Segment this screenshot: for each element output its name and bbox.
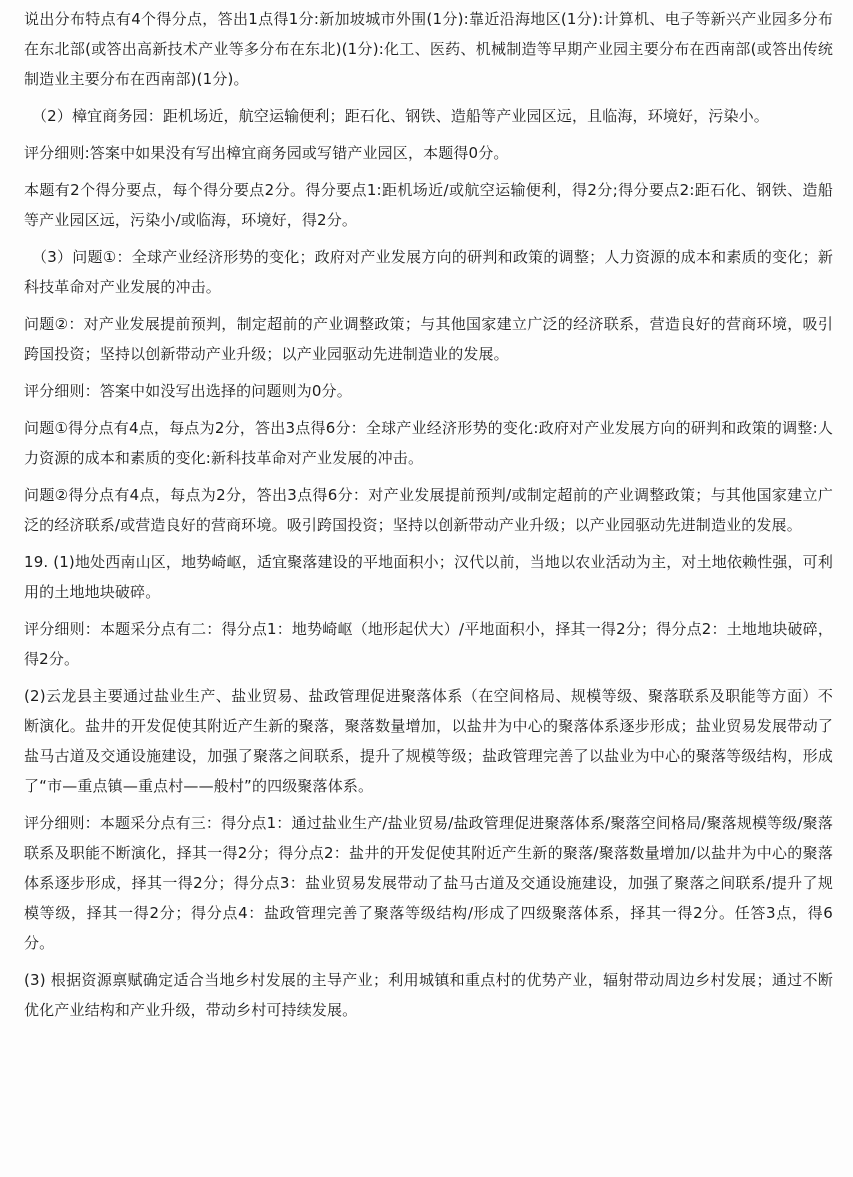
paragraph-scoring-rule-choice: 评分细则：答案中如没写出选择的问题则为0分。 <box>24 382 352 400</box>
paragraph-scoring-rule-changi: 评分细则:答案中如果没有写出樟宜商务园或写错产业园区，本题得0分。 <box>24 144 509 162</box>
paragraph-question-2: 问题②：对产业发展提前预判，制定超前的产业调整政策；与其他国家建立广泛的经济联系，营造良好的营商环境，吸引跨国投资；坚持以创新带动产业升级；以产业园驱动先进制造业的发展。 <box>24 315 833 363</box>
paragraph-distribution-points: 说出分布特点有4个得分点，答出1点得1分:新加坡城市外围(1分):靠近沿海地区(1分):计算机、电子等新兴产业园多分布在东北部(或答出高新技术产业等多分布在东北)(1分):化工、医药、机械制造等早期产业园主要分布在西南部(或答出传统制造业主要分布在西南部)(1分)。 <box>24 10 833 88</box>
paragraph-scoring-points-changi: 本题有2个得分要点，每个得分要点2分。得分要点1:距机场近/或航空运输便利，得2分;得分要点2:距石化、钢铁、造船等产业园区远，污染小/或临海，环境好，得2分。 <box>24 181 833 229</box>
paragraph-changi-business-park: （2）樟宜商务园：距机场近，航空运输便利；距石化、钢铁、造船等产业园区远，且临海，环境好，污染小。 <box>32 107 769 125</box>
paragraph-scoring-question-1: 问题①得分点有4点，每点为2分，答出3点得6分：全球产业经济形势的变化:政府对产业发展方向的研判和政策的调整:人力资源的成本和素质的变化:新科技革命对产业发展的冲击。 <box>24 419 833 467</box>
paragraph-q19-scoring-part1: 评分细则：本题采分点有二：得分点1：地势崎岖（地形起伏大）/平地面积小，择其一得2分；得分点2：土地地块破碎，得2分。 <box>24 620 833 668</box>
paragraph-scoring-question-2: 问题②得分点有4点，每点为2分，答出3点得6分：对产业发展提前预判/或制定超前的产业调整政策；与其他国家建立广泛的经济联系/或营造良好的营商环境。吸引跨国投资；坚持以创新带动产业升级；以产业园驱动先进制造业的发展。 <box>24 486 833 534</box>
paragraph-q19-part2: (2)云龙县主要通过盐业生产、盐业贸易、盐政管理促进聚落体系（在空间格局、规模等级、聚落联系及职能等方面）不断演化。盐井的开发促使其附近产生新的聚落，聚落数量增加，以盐井为中心的聚落体系逐步形成；盐业贸易发展带动了盐马古道及交通设施建设，加强了聚落之间联系，提升了规模等级；盐政管理完善了以盐业为中心的聚落等级结构，形成了“市—重点镇—重点村——般村”的四级聚落体系。 <box>24 687 833 795</box>
paragraph-q19-part1: 19. (1)地处西南山区，地势崎岖，适宜聚落建设的平地面积小；汉代以前，当地以农业活动为主，对土地依赖性强，可利用的土地地块破碎。 <box>24 553 833 601</box>
paragraph-q19-scoring-part2: 评分细则：本题采分点有三：得分点1：通过盐业生产/盐业贸易/盐政管理促进聚落体系/聚落空间格局/聚落规模等级/聚落联系及职能不断演化，择其一得2分；得分点2：盐井的开发促使其附近产生新的聚落/聚落数量增加/以盐井为中心的聚落体系逐步形成，择其一得2分；得分点3：盐业贸易发展带动了盐马古道及交通设施建设，加强了聚落之间联系/提升了规模等级，择其一得2分；得分点4：盐政管理完善了聚落等级结构/形成了四级聚落体系，择其一得2分。任答3点，得6分。 <box>24 814 833 952</box>
paragraph-q19-part3: (3) 根据资源禀赋确定适合当地乡村发展的主导产业；利用城镇和重点村的优势产业，辐射带动周边乡村发展；通过不断优化产业结构和产业升级，带动乡村可持续发展。 <box>24 971 833 1019</box>
paragraph-question-1: （3）问题①：全球产业经济形势的变化；政府对产业发展方向的研判和政策的调整；人力资源的成本和素质的变化；新科技革命对产业发展的冲击。 <box>24 248 833 296</box>
